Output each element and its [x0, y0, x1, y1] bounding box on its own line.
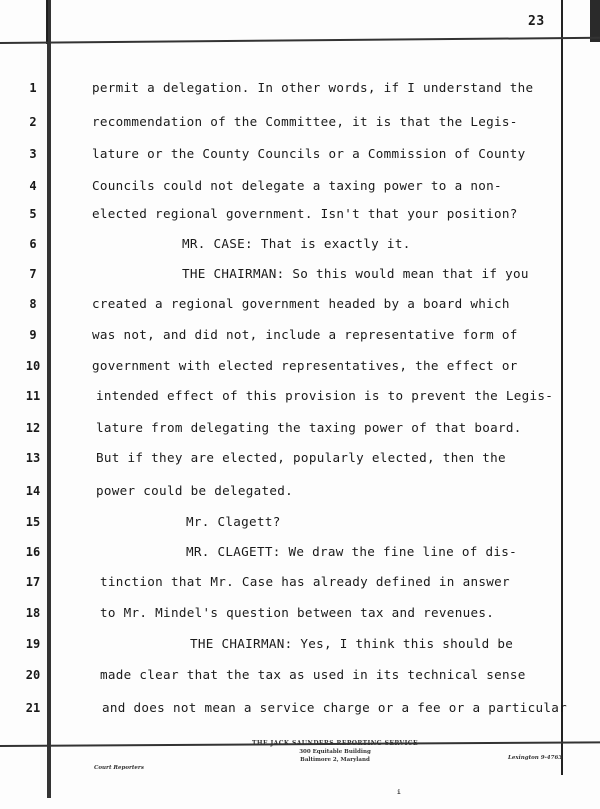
transcript-line: Councils could not delegate a taxing power to a non-	[92, 178, 502, 193]
transcript-line: But if they are elected, popularly elected, then the	[96, 450, 506, 465]
line-number: 4	[29, 179, 37, 193]
transcript-line: lature or the County Councils or a Commission of County	[92, 146, 526, 161]
line-number: 9	[29, 328, 37, 342]
transcript-line: intended effect of this provision is to prevent the Legis-	[96, 388, 554, 403]
line-number: 6	[29, 237, 37, 251]
scan-edge-strip	[590, 0, 600, 42]
transcript-line: created a regional government headed by a board which	[92, 296, 510, 311]
court-reporters-label: Court Reporters	[94, 765, 144, 771]
transcript-line: tinction that Mr. Case has already defined in answer	[100, 574, 510, 589]
transcript-line: lature from delegating the taxing power of that board.	[96, 420, 522, 435]
line-number: 17	[25, 575, 41, 589]
line-number: 5	[29, 207, 37, 221]
transcript-line: MR. CLAGETT: We draw the fine line of dis-	[186, 544, 518, 559]
transcript-line: THE CHAIRMAN: Yes, I think this should be	[190, 636, 514, 651]
line-number: 1	[29, 81, 37, 95]
transcript-line: power could be delegated.	[96, 483, 294, 498]
company-name: THE JACK SAUNDERS REPORTING SERVICE	[252, 740, 418, 747]
reporting-service-block	[240, 740, 430, 764]
left-margin-rule	[47, 0, 51, 798]
transcript-line: government with elected representatives, the effect or	[92, 358, 518, 373]
address-line-1: 300 Equitable Building	[299, 749, 371, 755]
transcript-line: MR. CASE: That is exactly it.	[182, 236, 411, 251]
transcript-line: permit a delegation. In other words, if I understand the	[92, 80, 534, 95]
line-number: 3	[29, 147, 37, 161]
bottom-mark: i	[397, 789, 401, 796]
header-rule	[0, 37, 600, 44]
line-number: 8	[29, 297, 37, 311]
line-number: 7	[29, 267, 37, 281]
transcript-line: was not, and did not, include a representative form of	[92, 327, 518, 342]
transcript-line: to Mr. Mindel's question between tax and revenues.	[100, 605, 495, 620]
address-line-2: Baltimore 2, Maryland	[300, 757, 370, 763]
line-number: 15	[25, 515, 41, 529]
line-number: 13	[25, 451, 41, 465]
transcript-line: made clear that the tax as used in its technical sense	[100, 667, 526, 682]
line-number: 18	[25, 606, 41, 620]
line-number: 20	[25, 668, 41, 682]
line-number: 21	[25, 701, 41, 715]
transcript-line: elected regional government. Isn't that your position?	[92, 206, 518, 221]
line-number: 12	[25, 421, 41, 435]
transcript-line: Mr. Clagett?	[186, 514, 281, 529]
line-number: 16	[25, 545, 41, 559]
transcript-line: THE CHAIRMAN: So this would mean that if you	[182, 266, 529, 281]
line-number: 14	[25, 484, 41, 498]
line-number: 10	[25, 359, 41, 373]
line-number: 19	[25, 637, 41, 651]
transcript-line: and does not mean a service charge or a fee or a particular	[102, 700, 568, 715]
phone-label: Lexington 9-4763	[508, 755, 563, 761]
right-margin-rule	[561, 0, 563, 775]
line-number: 2	[29, 115, 37, 129]
page-number: 23	[528, 14, 545, 29]
transcript-line: recommendation of the Committee, it is that the Legis-	[92, 114, 518, 129]
line-number: 11	[25, 389, 41, 403]
